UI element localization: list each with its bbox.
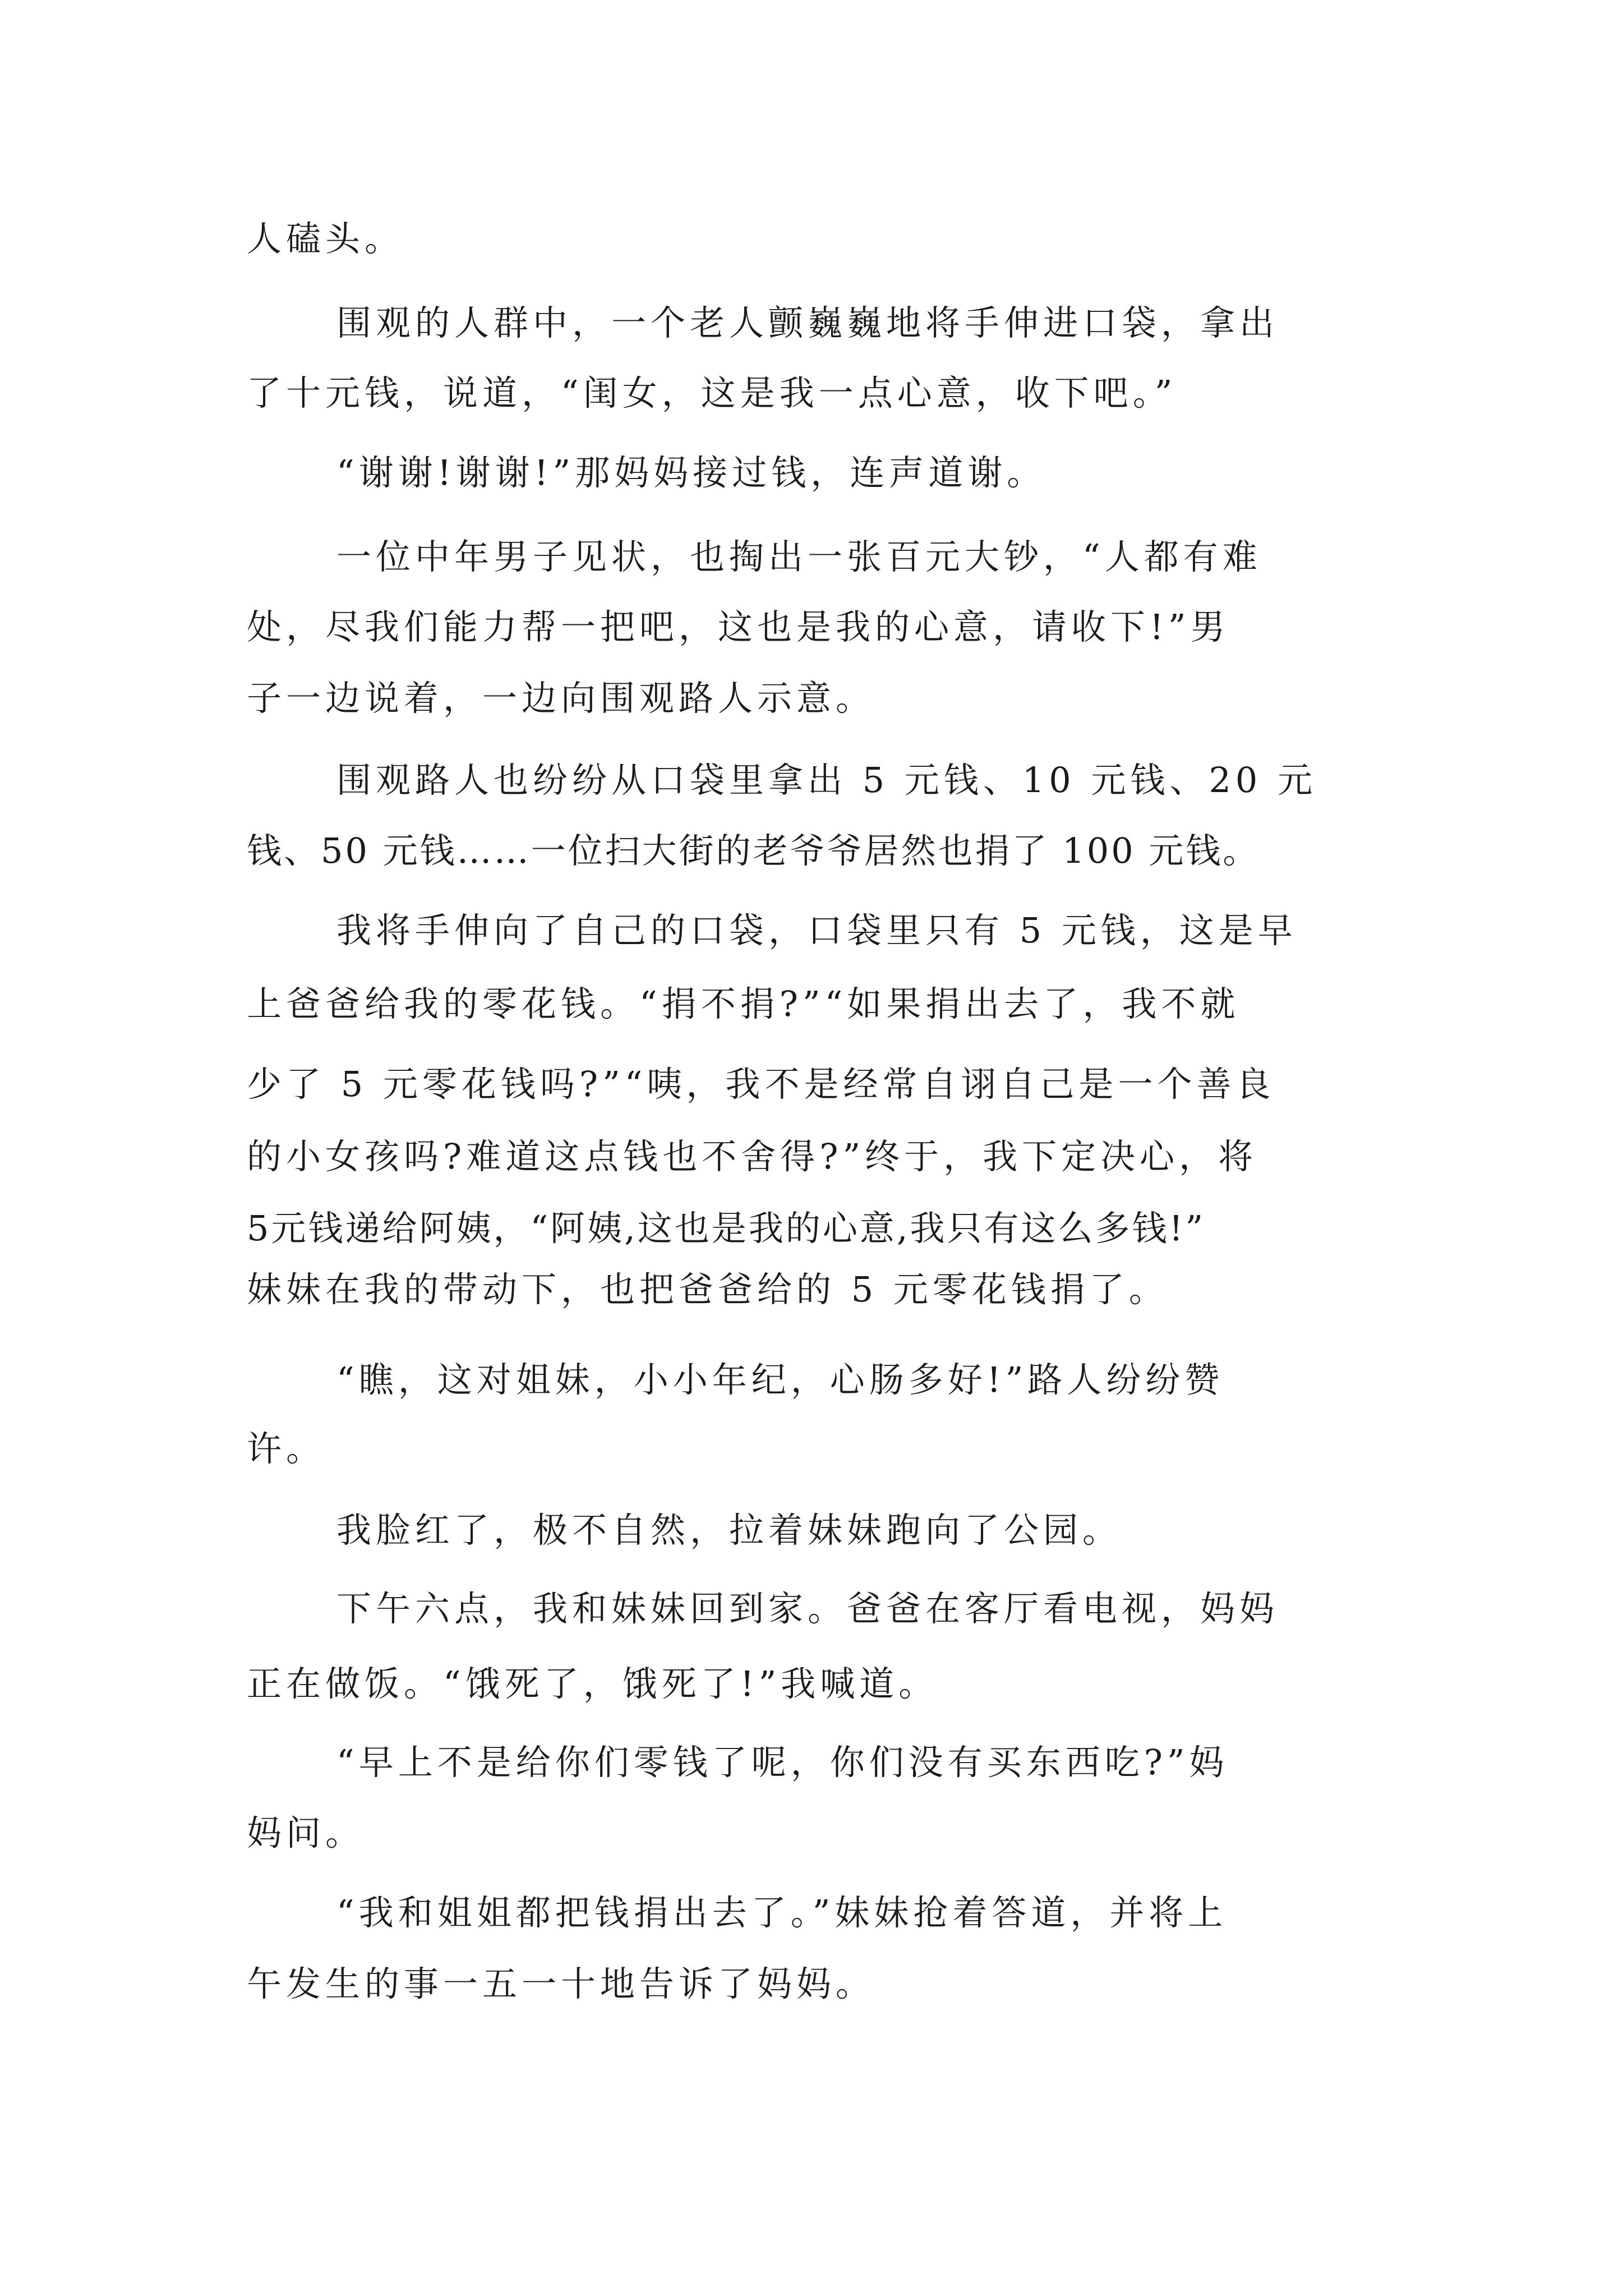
- text-line: 妈问。: [247, 1812, 365, 1853]
- text-line: “瞧，这对姐妹，小小年纪，心肠多好!”路人纷纷赞: [336, 1359, 1224, 1400]
- text-line: 子一边说着，一边向围观路人示意。: [247, 678, 875, 719]
- text-line: 我脸红了，极不自然，拉着妹妹跑向了公园。: [336, 1510, 1122, 1550]
- text-line: 正在做饭。“饿死了，饿死了!”我喊道。: [247, 1663, 938, 1704]
- text-line: 我将手伸向了自己的口袋，口袋里只有 5 元钱，这是早: [336, 910, 1297, 951]
- text-line: 少了 5 元零花钱吗?”“咦，我不是经常自诩自己是一个善良: [247, 1064, 1275, 1105]
- text-line: “我和姐姐都把钱捐出去了。”妹妹抢着答道，并将上: [336, 1892, 1228, 1933]
- text-line: 围观的人群中，一个老人颤巍巍地将手伸进口袋，拿出: [336, 302, 1279, 343]
- text-line: 午发生的事一五一十地告诉了妈妈。: [247, 1963, 875, 2004]
- text-line: 了十元钱，说道，“闺女，这是我一点心意，收下吧。”: [247, 372, 1177, 413]
- text-line: “谢谢!谢谢!”那妈妈接过钱，连声道谢。: [336, 452, 1046, 493]
- text-line: “早上不是给你们零钱了呢，你们没有买东西吃?”妈: [336, 1742, 1229, 1783]
- text-line: 下午六点，我和妹妹回到家。爸爸在客厅看电视，妈妈: [336, 1588, 1279, 1629]
- text-line: 的小女孩吗?难道这点钱也不舍得?”终于，我下定决心，将: [247, 1136, 1258, 1177]
- text-line: 5元钱递给阿姨，“阿姨,这也是我的心意,我只有这么多钱!”: [247, 1208, 1206, 1249]
- text-line: 钱、50 元钱……一位扫大街的老爷爷居然也捐了 100 元钱。: [247, 830, 1260, 871]
- text-line: 妹妹在我的带动下，也把爸爸给的 5 元零花钱捐了。: [247, 1269, 1168, 1310]
- text-line: 围观路人也纷纷从口袋里拿出 5 元钱、10 元钱、20 元: [336, 760, 1317, 800]
- text-line: 上爸爸给我的零花钱。“捐不捐?”“如果捐出去了，我不就: [247, 983, 1240, 1024]
- text-line: 人磕头。: [247, 218, 404, 259]
- text-line: 许。: [247, 1428, 326, 1469]
- text-line: 一位中年男子见状，也掏出一张百元大钞，“人都有难: [336, 536, 1262, 577]
- text-line: 处，尽我们能力帮一把吧，这也是我的心意，请收下!”男: [247, 606, 1230, 647]
